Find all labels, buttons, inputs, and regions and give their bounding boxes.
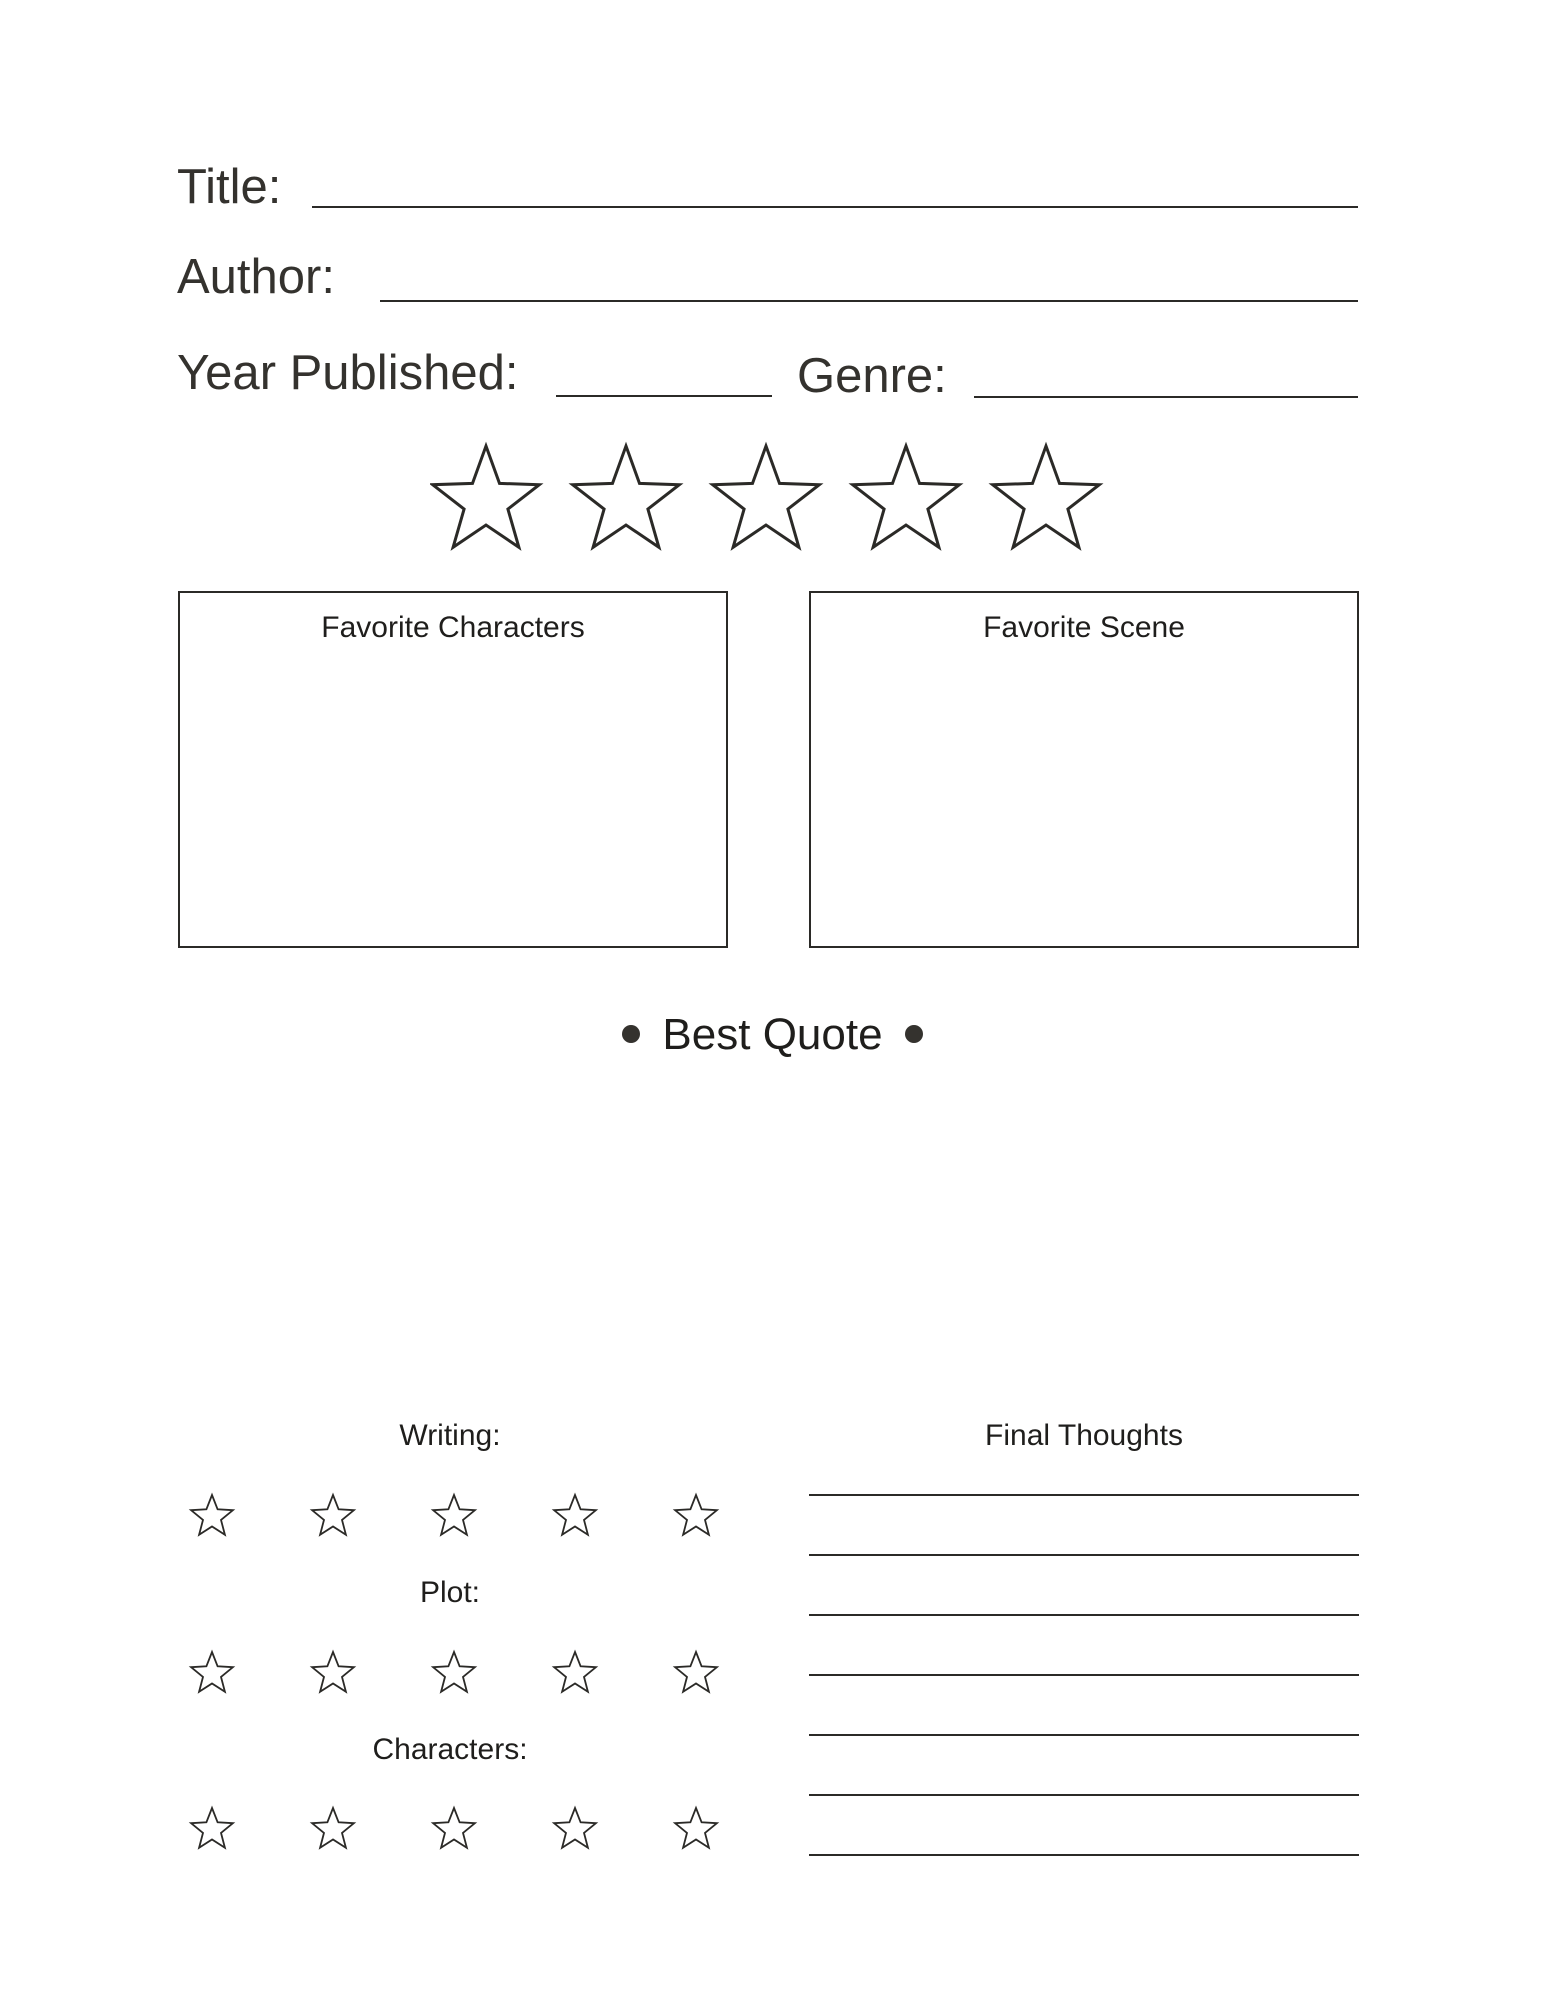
- star-icon[interactable]: [853, 446, 960, 547]
- characters-rating[interactable]: [180, 1803, 720, 1855]
- plot-rating[interactable]: [180, 1647, 720, 1699]
- star-icon[interactable]: [554, 1495, 596, 1535]
- star-icon[interactable]: [433, 1652, 475, 1692]
- best-quote-heading: [0, 1010, 1545, 1060]
- author-label: Author:: [177, 250, 335, 304]
- star-icon[interactable]: [554, 1808, 596, 1848]
- year-published-label: Year Published:: [177, 346, 519, 400]
- final-thoughts-line[interactable]: [809, 1854, 1359, 1856]
- star-icon[interactable]: [675, 1652, 717, 1692]
- genre-label: Genre:: [797, 349, 947, 403]
- star-icon[interactable]: [993, 446, 1100, 547]
- star-icon[interactable]: [554, 1652, 596, 1692]
- star-icon[interactable]: [433, 446, 540, 547]
- genre-input-line[interactable]: [974, 396, 1358, 398]
- favorite-scene-box[interactable]: [809, 591, 1359, 948]
- star-icon[interactable]: [312, 1652, 354, 1692]
- title-input-line[interactable]: [312, 206, 1358, 208]
- star-icon[interactable]: [312, 1495, 354, 1535]
- favorite-characters-box[interactable]: [178, 591, 728, 948]
- favorite-scene-title: Favorite Scene: [983, 611, 1185, 644]
- writing-rating[interactable]: [180, 1490, 720, 1542]
- final-thoughts-line[interactable]: [809, 1614, 1359, 1616]
- final-thoughts-title: Final Thoughts: [985, 1419, 1183, 1452]
- star-icon[interactable]: [573, 446, 680, 547]
- star-icon[interactable]: [312, 1808, 354, 1848]
- author-input-line[interactable]: [380, 300, 1358, 302]
- final-thoughts-line[interactable]: [809, 1554, 1359, 1556]
- writing-label: Writing:: [399, 1419, 501, 1452]
- star-icon[interactable]: [191, 1495, 233, 1535]
- star-icon[interactable]: [675, 1808, 717, 1848]
- bullet-icon: [622, 1025, 640, 1043]
- overall-rating[interactable]: [430, 440, 1120, 558]
- star-icon[interactable]: [433, 1808, 475, 1848]
- characters-label: Characters:: [372, 1733, 528, 1766]
- final-thoughts-line[interactable]: [809, 1734, 1359, 1736]
- title-label: Title:: [177, 160, 282, 214]
- star-icon[interactable]: [191, 1808, 233, 1848]
- final-thoughts-line[interactable]: [809, 1794, 1359, 1796]
- final-thoughts-line[interactable]: [809, 1674, 1359, 1676]
- star-icon[interactable]: [675, 1495, 717, 1535]
- best-quote-label: Best Quote: [662, 1010, 883, 1059]
- star-icon[interactable]: [191, 1652, 233, 1692]
- final-thoughts-line[interactable]: [809, 1494, 1359, 1496]
- star-icon[interactable]: [713, 446, 820, 547]
- plot-label: Plot:: [419, 1576, 481, 1609]
- bullet-icon: [905, 1025, 923, 1043]
- star-icon[interactable]: [433, 1495, 475, 1535]
- favorite-characters-title: Favorite Characters: [321, 611, 585, 644]
- year-published-input-line[interactable]: [556, 395, 772, 397]
